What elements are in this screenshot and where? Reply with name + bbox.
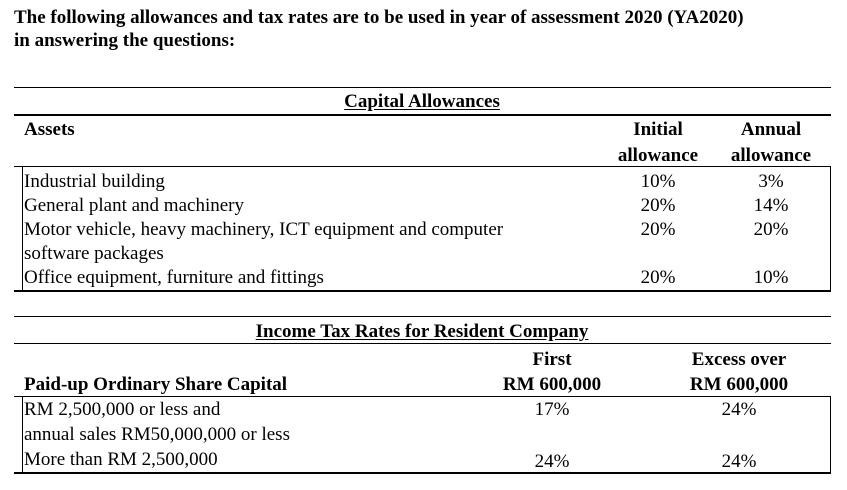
ca-row-4-annual: 10% <box>753 267 789 288</box>
ca-row-3-asset-l2: software packages <box>24 243 164 264</box>
it-row-1-label-l2: annual sales RM50,000,000 or less <box>24 424 290 445</box>
ca-row-3-asset: Motor vehicle, heavy machinery, ICT equipment and computer <box>24 219 504 240</box>
ca-row-4-initial: 20% <box>640 267 676 288</box>
intro-line-1: The following allowances and tax rates are to be used in year of assessment 2020 (YA2020) <box>14 7 744 28</box>
ca-top-rule <box>14 87 831 88</box>
it-row-1-excess: 24% <box>721 399 757 420</box>
ca-header-annual-l1: Annual <box>740 119 802 140</box>
ca-row-3-annual: 20% <box>753 219 789 240</box>
ca-row-2-asset: General plant and machinery <box>24 195 244 216</box>
it-header-rule <box>14 396 831 397</box>
ca-row-1-annual: 3% <box>758 171 784 192</box>
it-left-border <box>22 397 23 473</box>
it-row-1-label: RM 2,500,000 or less and <box>24 399 221 420</box>
ca-header-annual-l2: allowance <box>730 145 812 166</box>
it-row-1-first: 17% <box>534 399 570 420</box>
ca-title: Capital Allowances <box>344 91 500 112</box>
it-header-excess-l1: Excess over <box>691 349 787 370</box>
ca-header-rule <box>14 166 831 167</box>
it-title-rule <box>14 343 831 344</box>
it-row-2-label: More than RM 2,500,000 <box>24 449 218 470</box>
ca-left-border <box>22 167 23 291</box>
ca-row-1-initial: 10% <box>640 171 676 192</box>
ca-row-2-initial: 20% <box>640 195 676 216</box>
intro-line-2: in answering the questions: <box>14 30 236 51</box>
it-header-capital: Paid-up Ordinary Share Capital <box>24 374 288 395</box>
ca-row-4-asset: Office equipment, furniture and fittings <box>24 267 324 288</box>
it-header-excess-l2: RM 600,000 <box>689 374 789 395</box>
it-top-rule <box>14 316 831 317</box>
ca-right-border <box>830 167 831 291</box>
it-header-first-l1: First <box>532 349 572 370</box>
it-right-border <box>830 397 831 473</box>
it-bottom-rule <box>14 472 831 474</box>
it-title: Income Tax Rates for Resident Company <box>255 321 589 342</box>
ca-row-2-annual: 14% <box>753 195 789 216</box>
it-row-2-excess: 24% <box>721 451 757 472</box>
ca-header-initial-l2: allowance <box>617 145 699 166</box>
ca-title-rule <box>14 114 831 116</box>
ca-bottom-rule <box>14 290 831 292</box>
it-row-2-first: 24% <box>534 451 570 472</box>
ca-row-1-asset: Industrial building <box>24 171 165 192</box>
it-header-first-l2: RM 600,000 <box>502 374 602 395</box>
ca-header-assets: Assets <box>24 119 75 140</box>
ca-header-initial-l1: Initial <box>633 119 683 140</box>
ca-row-3-initial: 20% <box>640 219 676 240</box>
